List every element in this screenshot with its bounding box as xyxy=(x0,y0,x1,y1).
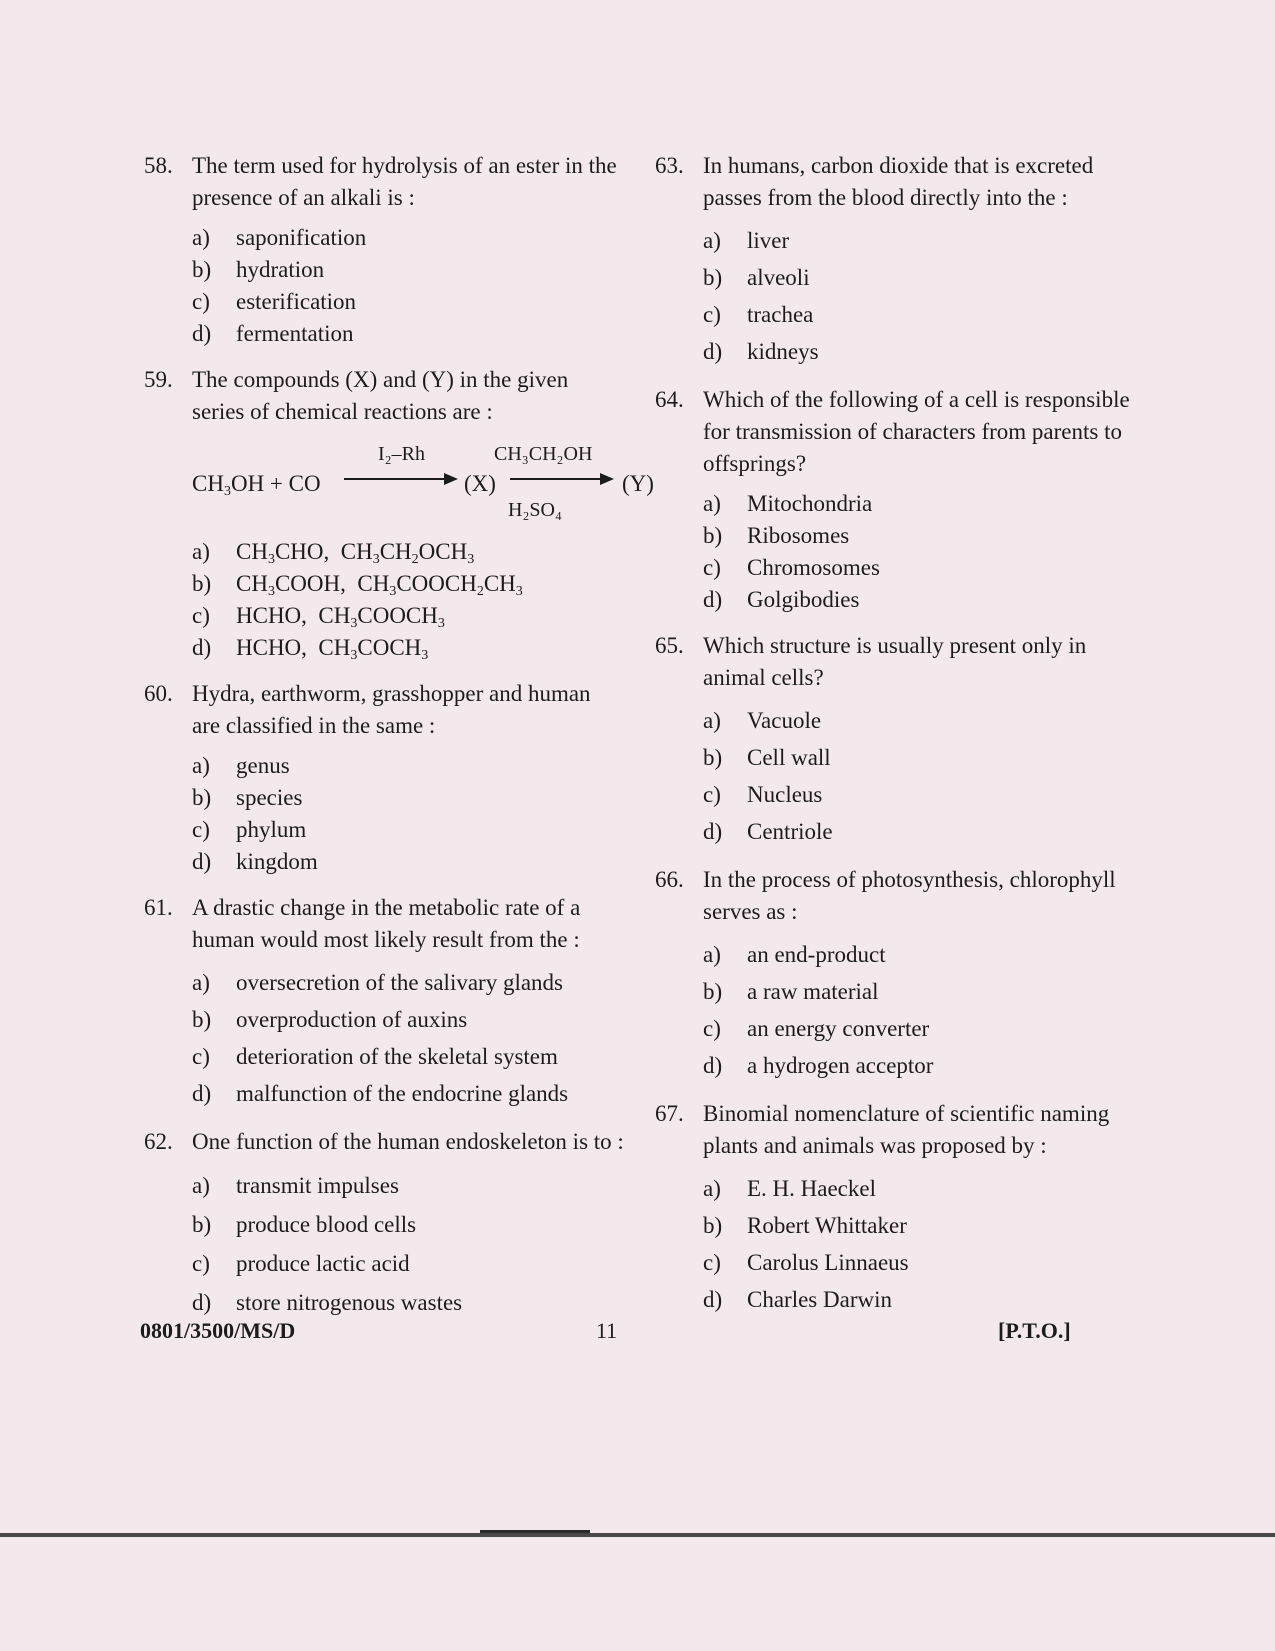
option-d: d) HCHO, $CH_3COCH_3$ xyxy=(192,635,429,663)
option-c: c) deterioration of the skeletal system xyxy=(192,1044,558,1069)
question-62 xyxy=(144,1126,624,1322)
question-60 xyxy=(144,678,624,878)
page-number: 11 xyxy=(596,1318,618,1343)
formula: HCHO, $CH_3COOCH_3$ xyxy=(236,603,445,631)
option-d: d) kingdom xyxy=(192,849,318,874)
bottom-rule xyxy=(0,1533,1275,1537)
options-list xyxy=(192,1166,624,1322)
options-list xyxy=(192,750,624,878)
question-text: Binomial nomenclature of scientific naming plants and animals was proposed by : xyxy=(703,1101,1110,1158)
question-text: In humans, carbon dioxide that is excreted passes from the blood directly into the : xyxy=(703,153,1094,210)
option-d: d) kidneys xyxy=(703,339,819,364)
option-b: b) species xyxy=(192,785,303,810)
option-b: b) alveoli xyxy=(703,265,810,290)
question-text: One function of the human endoskeleton is to : xyxy=(192,1129,624,1154)
formula: $CH_3CHO$, $CH_3CH_2OCH_3$ xyxy=(236,539,475,567)
question-text: The term used for hydrolysis of an ester in the presence of an alkali is : xyxy=(192,153,617,210)
please-turn-over: [P.T.O.] xyxy=(998,1318,1071,1343)
option-a: a) Mitochondria xyxy=(703,491,873,516)
options-list xyxy=(703,488,1135,616)
question-number: 61. xyxy=(144,895,173,920)
option-c: c) Chromosomes xyxy=(703,555,880,580)
option-b: b) Robert Whittaker xyxy=(703,1213,907,1238)
option-c: c) Nucleus xyxy=(703,782,823,807)
question-67 xyxy=(655,1098,1135,1318)
options-list xyxy=(703,936,1135,1084)
question-61 xyxy=(144,892,624,1112)
option-b: b) Ribosomes xyxy=(703,523,850,548)
bottom-rule-mark xyxy=(480,1530,590,1533)
reaction-arrow-2 xyxy=(510,478,610,480)
question-number: 62. xyxy=(144,1129,173,1154)
option-c: c) trachea xyxy=(703,302,814,327)
question-66 xyxy=(655,864,1135,1084)
option-d: d) Centriole xyxy=(703,819,833,844)
question-text: Hydra, earthworm, grasshopper and human are classified in the same : xyxy=(192,681,591,738)
question-number: 64. xyxy=(655,387,684,412)
question-58 xyxy=(144,150,624,350)
left-column xyxy=(144,150,654,1336)
option-a: a) Vacuole xyxy=(703,708,822,733)
option-c: c) phylum xyxy=(192,817,307,842)
question-number: 65. xyxy=(655,633,684,658)
option-b: b) overproduction of auxins xyxy=(192,1007,468,1032)
question-64 xyxy=(655,384,1135,616)
option-c: c) Carolus Linnaeus xyxy=(703,1250,909,1275)
option-a: a) transmit impulses xyxy=(192,1173,399,1198)
question-59 xyxy=(144,364,654,664)
question-number: 58. xyxy=(144,153,173,178)
question-number: 63. xyxy=(655,153,684,178)
option-d: d) a hydrogen acceptor xyxy=(703,1053,934,1078)
question-number: 59. xyxy=(144,367,173,392)
options-list xyxy=(703,222,1135,370)
option-c: c) esterification xyxy=(192,289,357,314)
question-text: The compounds (X) and (Y) in the given series of chemical reactions are : xyxy=(192,367,569,424)
paper-code: 0801/3500/MS/D xyxy=(140,1318,296,1343)
reactants: $CH_3OH$ + CO xyxy=(192,471,321,499)
option-b: b) hydration xyxy=(192,257,325,282)
option-b: b) produce blood cells xyxy=(192,1212,417,1237)
question-text: Which structure is usually present only in animal cells? xyxy=(703,633,1087,690)
reaction-arrow-1 xyxy=(344,478,454,480)
options-list xyxy=(192,222,624,350)
option-c: c) an energy converter xyxy=(703,1016,930,1041)
option-d: d) Charles Darwin xyxy=(703,1287,892,1312)
option-a: a) E. H. Haeckel xyxy=(703,1176,876,1201)
question-number: 67. xyxy=(655,1101,684,1126)
right-column xyxy=(655,150,1135,1332)
question-text: In the process of photosynthesis, chlorophyll serves as : xyxy=(703,867,1116,924)
option-d: d) fermentation xyxy=(192,321,354,346)
option-a: a) genus xyxy=(192,753,290,778)
option-a: a) saponification xyxy=(192,225,367,250)
option-d: d) Golgibodies xyxy=(703,587,860,612)
option-a: a) liver xyxy=(703,228,790,253)
option-a: a) oversecretion of the salivary glands xyxy=(192,970,563,995)
option-c: c) produce lactic acid xyxy=(192,1251,410,1276)
question-number: 66. xyxy=(655,867,684,892)
options-list xyxy=(192,964,624,1112)
reagent-catalyst: I₂–Rh xyxy=(378,443,425,465)
reagent-acid: H₂SO₄ xyxy=(508,499,562,521)
option-d: d) store nitrogenous wastes xyxy=(192,1290,463,1315)
question-text: A drastic change in the metabolic rate of a human would most likely result from the : xyxy=(192,895,581,952)
options-list xyxy=(703,1170,1135,1318)
formula: $CH_3COOH$, $CH_3COOCH_2CH_3$ xyxy=(236,571,523,599)
option-a: a) $CH_3CHO$, $CH_3CH_2OCH_3$ xyxy=(192,539,475,567)
options-list xyxy=(703,702,1135,850)
option-b: b) $CH_3COOH$, $CH_3COOCH_2CH_3$ xyxy=(192,571,523,599)
option-b: b) a raw material xyxy=(703,979,879,1004)
option-b: b) Cell wall xyxy=(703,745,831,770)
product-x: (X) xyxy=(464,471,496,496)
option-a: a) an end-product xyxy=(703,942,886,967)
question-text: Which of the following of a cell is responsible for transmission of characters from parents to offsprings? xyxy=(703,387,1130,476)
options-list xyxy=(192,536,624,664)
option-d: d) malfunction of the endocrine glands xyxy=(192,1081,569,1106)
question-number: 60. xyxy=(144,681,173,706)
formula: HCHO, $CH_3COCH_3$ xyxy=(236,635,429,663)
option-c: c) HCHO, $CH_3COOCH_3$ xyxy=(192,603,445,631)
product-y: (Y) xyxy=(622,471,654,496)
question-65 xyxy=(655,630,1135,850)
reaction-equation xyxy=(192,438,654,528)
question-63 xyxy=(655,150,1135,370)
reagent-ethanol: CH₃CH₂OH xyxy=(494,443,593,465)
